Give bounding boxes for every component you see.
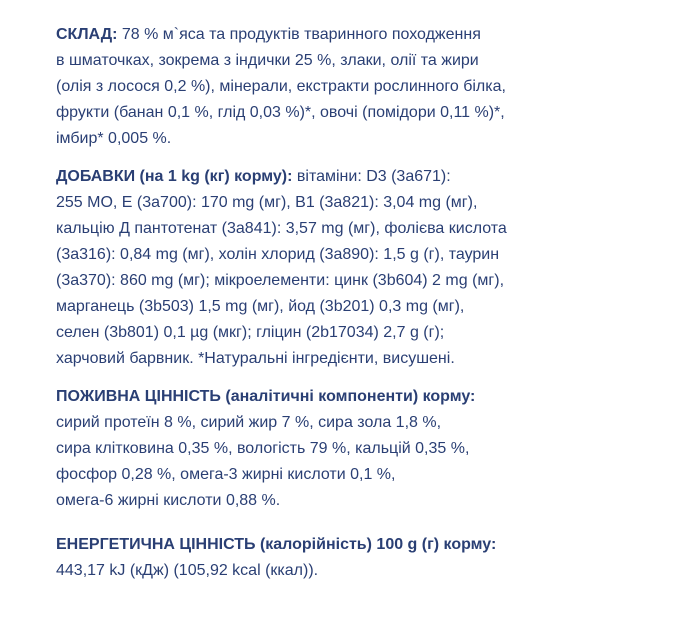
additives-text-line: харчовий барвник. *Натуральні інгредієнти, висушені. (56, 350, 455, 367)
nutritional-text-line: омега-6 жирні кислоти 0,88 %. (56, 492, 281, 509)
composition-text-line: в шматочках, зокрема з індички 25 %, злаки, олії та жири (56, 52, 479, 69)
nutritional-text-line: сирий протеїн 8 %, сирий жир 7 %, сира зола 1,8 %, (56, 414, 442, 431)
nutritional-text-line: фосфор 0,28 %, омега-3 жирні кислоти 0,1 %, (56, 466, 396, 483)
energy-value-section (56, 532, 660, 584)
additives-text-line: кальцію Д пантотенат (3а841): 3,57 mg (мг), фолієва кислота (56, 220, 507, 237)
additives-text-line: (3а316): 0,84 mg (мг), холін хлорид (3а890): 1,5 g (г), таурин (56, 246, 500, 263)
additives-section (56, 164, 660, 372)
additives-text-line: марганець (3b503) 1,5 mg (мг), йод (3b201) 0,3 mg (мг), (56, 298, 465, 315)
nutritional-value-section (56, 384, 660, 514)
additives-first-line (56, 164, 660, 190)
composition-text-line: фрукти (банан 0,1 %, глід 0,03 %)*, овочі (помідори 0,11 %)*, (56, 104, 505, 121)
additives-heading: ДОБАВКИ (на 1 kg (кг) корму): (56, 168, 293, 185)
additives-text-line: 255 МО, Е (3а700): 170 mg (мг), В1 (3а821): 3,04 mg (мг), (56, 194, 478, 211)
composition-text-line: імбир* 0,005 %. (56, 130, 172, 147)
nutritional-value-heading: ПОЖИВНА ЦІННІСТЬ (аналітичні компоненти) корму: (56, 388, 476, 405)
energy-text-line: 443,17 kJ (кДж) (105,92 kcal (ккал)). (56, 562, 319, 579)
composition-section (56, 22, 660, 152)
additives-text-line: (3а370): 860 mg (мг); мікроелементи: цинк (3b604) 2 mg (мг), (56, 272, 505, 289)
additives-text-line: вітаміни: D3 (3а671): (292, 168, 451, 185)
composition-text-line: 78 % м`яса та продуктів тваринного походження (117, 26, 481, 43)
composition-heading: СКЛАД: (56, 26, 118, 43)
energy-value-heading: ЕНЕРГЕТИЧНА ЦІННІСТЬ (калорійність) 100 g (г) корму: (56, 536, 497, 553)
nutritional-text-line: сира клітковина 0,35 %, вологість 79 %, кальцій 0,35 %, (56, 440, 470, 457)
composition-first-line (56, 22, 660, 48)
composition-text-line: (олія з лосося 0,2 %), мінерали, екстракти рослинного білка, (56, 78, 506, 95)
additives-text-line: селен (3b801) 0,1 µg (мкг); гліцин (2b17034) 2,7 g (г); (56, 324, 445, 341)
